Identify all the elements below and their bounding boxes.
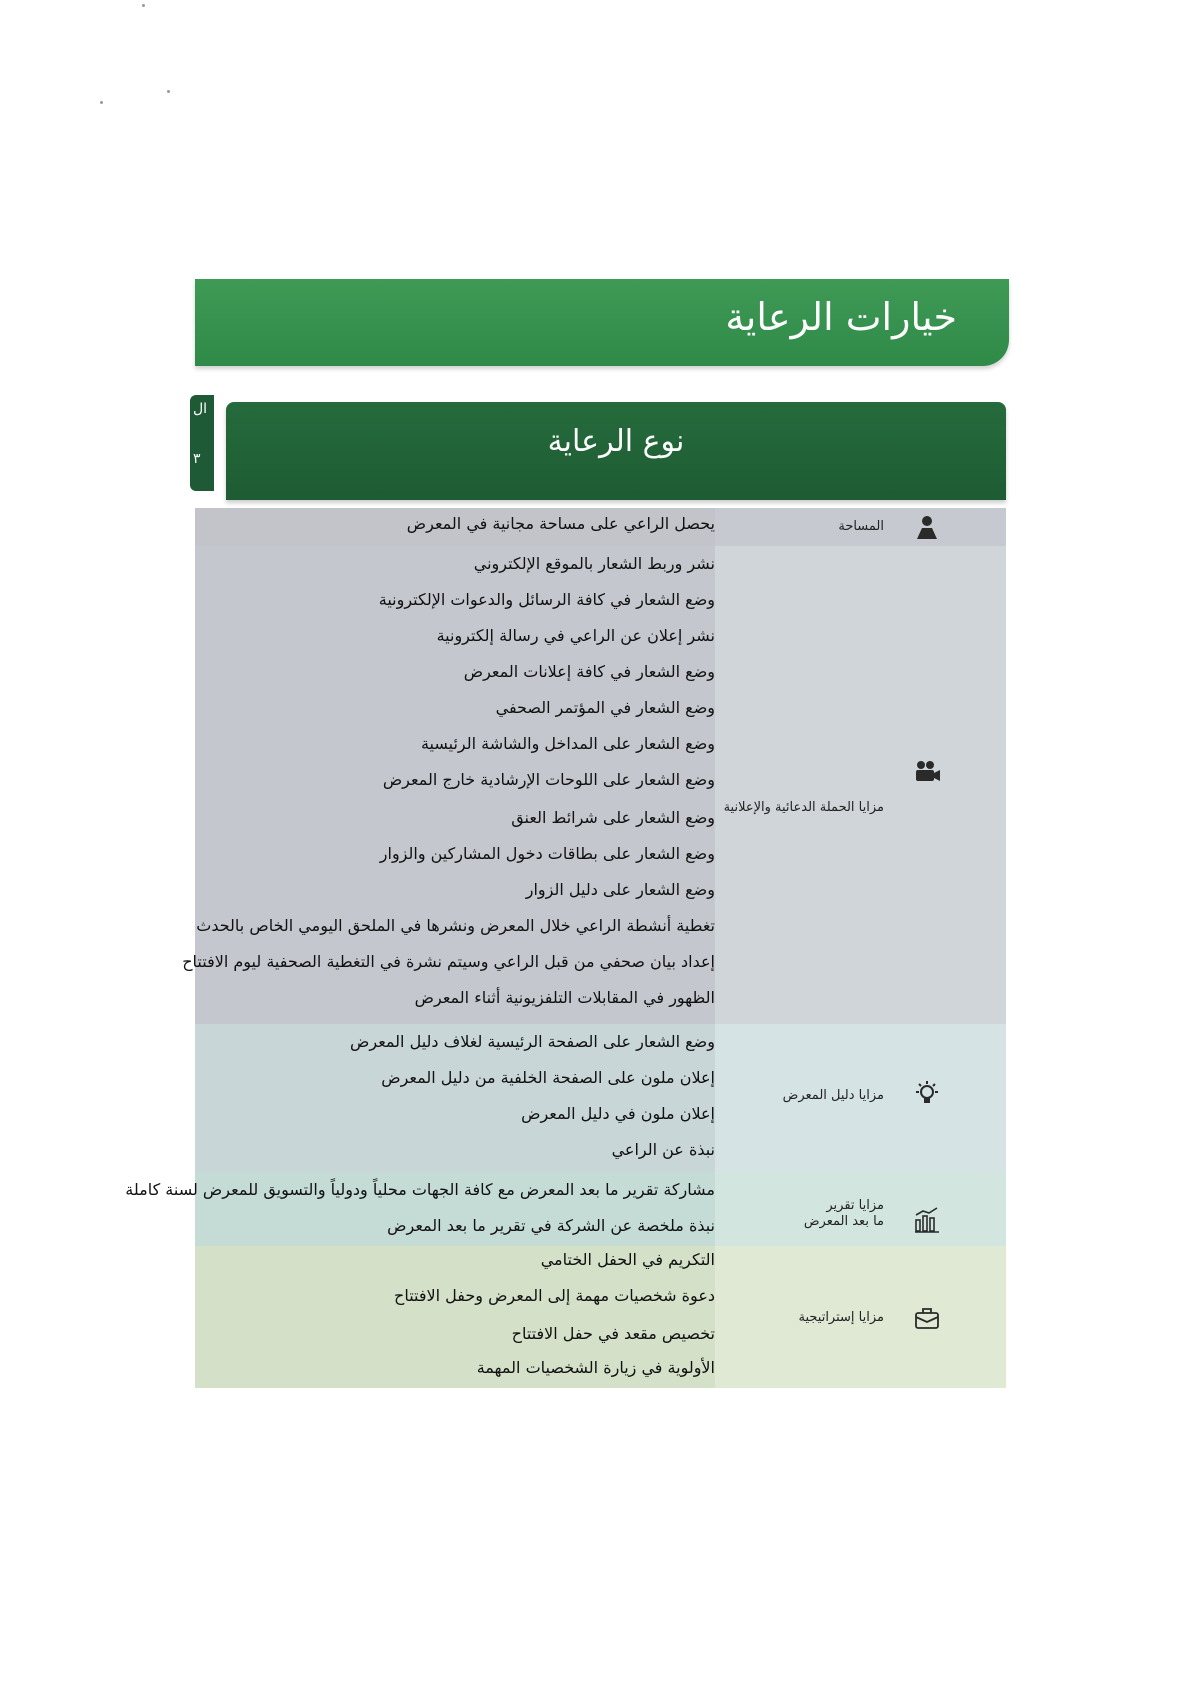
side-tab-line2: ٣ xyxy=(193,451,201,467)
scan-speck xyxy=(100,101,103,104)
category-label-report-line1: مزايا تقرير xyxy=(826,1198,884,1213)
page-title-bar xyxy=(195,279,1009,366)
category-label-guide: مزايا دليل المعرض xyxy=(782,1088,884,1103)
list-item: تغطية أنشطة الراعي خلال المعرض ونشرها في الملحق اليومي الخاص بالحدث xyxy=(196,916,715,935)
list-item: وضع الشعار على اللوحات الإرشادية خارج المعرض xyxy=(382,770,715,789)
list-item: إعلان ملون في دليل المعرض xyxy=(521,1104,715,1123)
table-header-title: نوع الرعاية xyxy=(547,424,685,459)
report-chart-icon xyxy=(913,1206,941,1234)
scan-speck xyxy=(142,4,145,7)
list-item: إعلان ملون على الصفحة الخلفية من دليل المعرض xyxy=(381,1068,715,1087)
side-tab xyxy=(190,395,214,491)
section-strategic-items xyxy=(195,1246,715,1388)
section-campaign-items xyxy=(182,546,715,1024)
list-item: وضع الشعار على بطاقات دخول المشاركين والزوار xyxy=(379,844,715,863)
section-guide-category xyxy=(715,1024,1006,1172)
list-item: مشاركة تقرير ما بعد المعرض مع كافة الجهات محلياً ودولياً والتسويق للمعرض لسنة كاملة xyxy=(125,1180,715,1199)
table-header xyxy=(226,402,1006,500)
list-item: وضع الشعار في كافة إعلانات المعرض xyxy=(463,662,715,681)
list-item: نشر إعلان عن الراعي في رسالة إلكترونية xyxy=(436,626,715,645)
list-item: إعداد بيان صحفي من قبل الراعي وسيتم نشرة في التغطية الصحفية ليوم الافتتاح xyxy=(182,952,715,971)
section-guide-items xyxy=(195,1024,715,1172)
section-report-items xyxy=(125,1172,715,1246)
list-item: تخصيص مقعد في حفل الافتتاح xyxy=(511,1324,715,1343)
page-title: خيارات الرعاية xyxy=(725,295,957,339)
category-label-campaign: مزايا الحملة الدعائية والإعلانية xyxy=(723,800,884,815)
list-item: وضع الشعار على الصفحة الرئيسية لغلاف دليل المعرض xyxy=(350,1032,715,1051)
list-item: نشر وربط الشعار بالموقع الإلكتروني xyxy=(473,554,715,573)
category-label-report-line2: ما بعد المعرض xyxy=(803,1214,884,1229)
video-camera-icon xyxy=(913,758,941,786)
list-item: وضع الشعار في المؤتمر الصحفي xyxy=(495,698,715,717)
list-item: التكريم في الحفل الختامي xyxy=(540,1250,715,1269)
category-label-strategic: مزايا إستراتيجية xyxy=(798,1310,884,1325)
section-space-category xyxy=(715,508,1006,546)
briefcase-icon xyxy=(913,1304,941,1332)
section-report-category xyxy=(715,1172,1006,1246)
list-item: دعوة شخصيات مهمة إلى المعرض وحفل الافتتاح xyxy=(393,1286,715,1305)
side-tab-line1: ال xyxy=(193,401,208,417)
list-item: الظهور في المقابلات التلفزيونية أثناء المعرض xyxy=(414,988,715,1007)
list-item: نبذة عن الراعي xyxy=(611,1140,715,1159)
section-campaign-category xyxy=(715,546,1006,1024)
section-space-items xyxy=(195,508,715,546)
list-item: وضع الشعار على المداخل والشاشة الرئيسية xyxy=(420,734,715,753)
list-item: يحصل الراعي على مساحة مجانية في المعرض xyxy=(406,514,715,533)
scan-speck xyxy=(167,90,170,93)
list-item: الأولوية في زيارة الشخصيات المهمة xyxy=(476,1358,715,1377)
lightbulb-icon xyxy=(913,1080,941,1108)
person-icon xyxy=(913,513,941,541)
list-item: وضع الشعار على دليل الزوار xyxy=(525,880,715,899)
category-label-space: المساحة xyxy=(838,519,884,534)
list-item: وضع الشعار على شرائط العنق xyxy=(511,808,715,827)
section-strategic-category xyxy=(715,1246,1006,1388)
list-item: نبذة ملخصة عن الشركة في تقرير ما بعد المعرض xyxy=(387,1216,715,1235)
list-item: وضع الشعار في كافة الرسائل والدعوات الإلكترونية xyxy=(378,590,715,609)
